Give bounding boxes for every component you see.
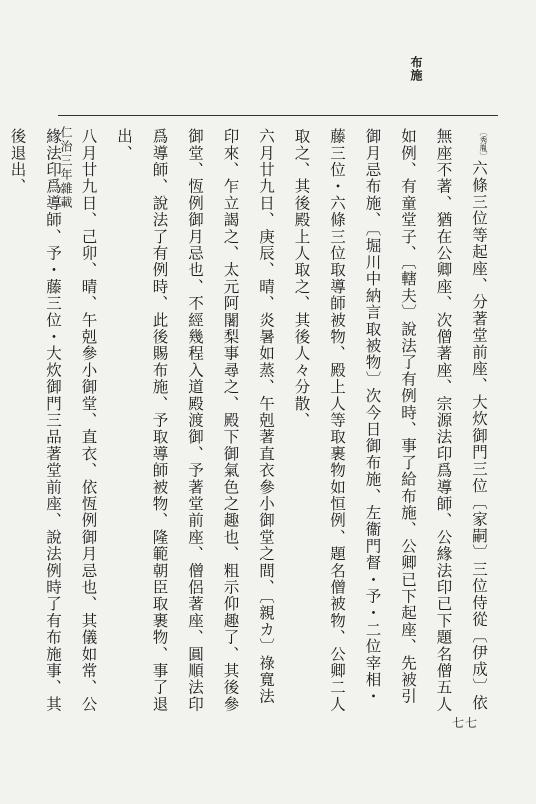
entry-text: 六月廿九日、庚辰、晴、炎暑如蒸、午剋著直衣參小御堂之間、〔親カ〕祿寬法印來、乍立謁之、太元阿闍梨事尋之、殿下御氣色之趣也、粗示仰趣了、其後參御堂、恆例御月忌也、不經幾程入道殿渡御、予著堂前座、僧侶著座、圓順法印爲導師、說法了有例時、此後賜布施、予取導師被物、隆範朝臣取裹物、事了退出、 [115, 128, 275, 713]
running-title: 布施 [409, 56, 423, 82]
entry-text: 八月廿九日、己卯、晴、午剋參小御堂、直衣、依恆例御月忌也、其儀如常、公緣法印爲導師、予・藤三位・大炊御門三品著堂前座、說法例時了有布施事、其後退出、 [8, 128, 98, 713]
entry-text: 六條三位等起座、分著堂前座、大炊御門三位〔家嗣〕三位侍從〔伊成〕依無座不著、猶在公卿座、次僧著座、宗源法印爲導師、公緣法印已下題名僧五人如例、有童堂子、〔轄夫〕說法了有例時、事了給布施、公卿已下起座、先被引御月忌布施、〔堀川中納言取被物〕次今日御布施、左衞門督・予・二位宰相・藤三位・六條三位取導師被物、殿上人等取裹物如恒例、題名僧被物、公卿二人取之、其後殿上人取之、其後人々分散、 [292, 128, 488, 713]
diary-entry [283, 128, 496, 716]
diary-entry [0, 128, 106, 716]
book-title: 仁治三年雜載 [59, 126, 73, 210]
page-number: 七七 [452, 716, 479, 730]
header-rule [58, 115, 498, 116]
interlinear-note: 〔秀胤〕 [479, 128, 488, 160]
diary-entry [106, 128, 284, 716]
